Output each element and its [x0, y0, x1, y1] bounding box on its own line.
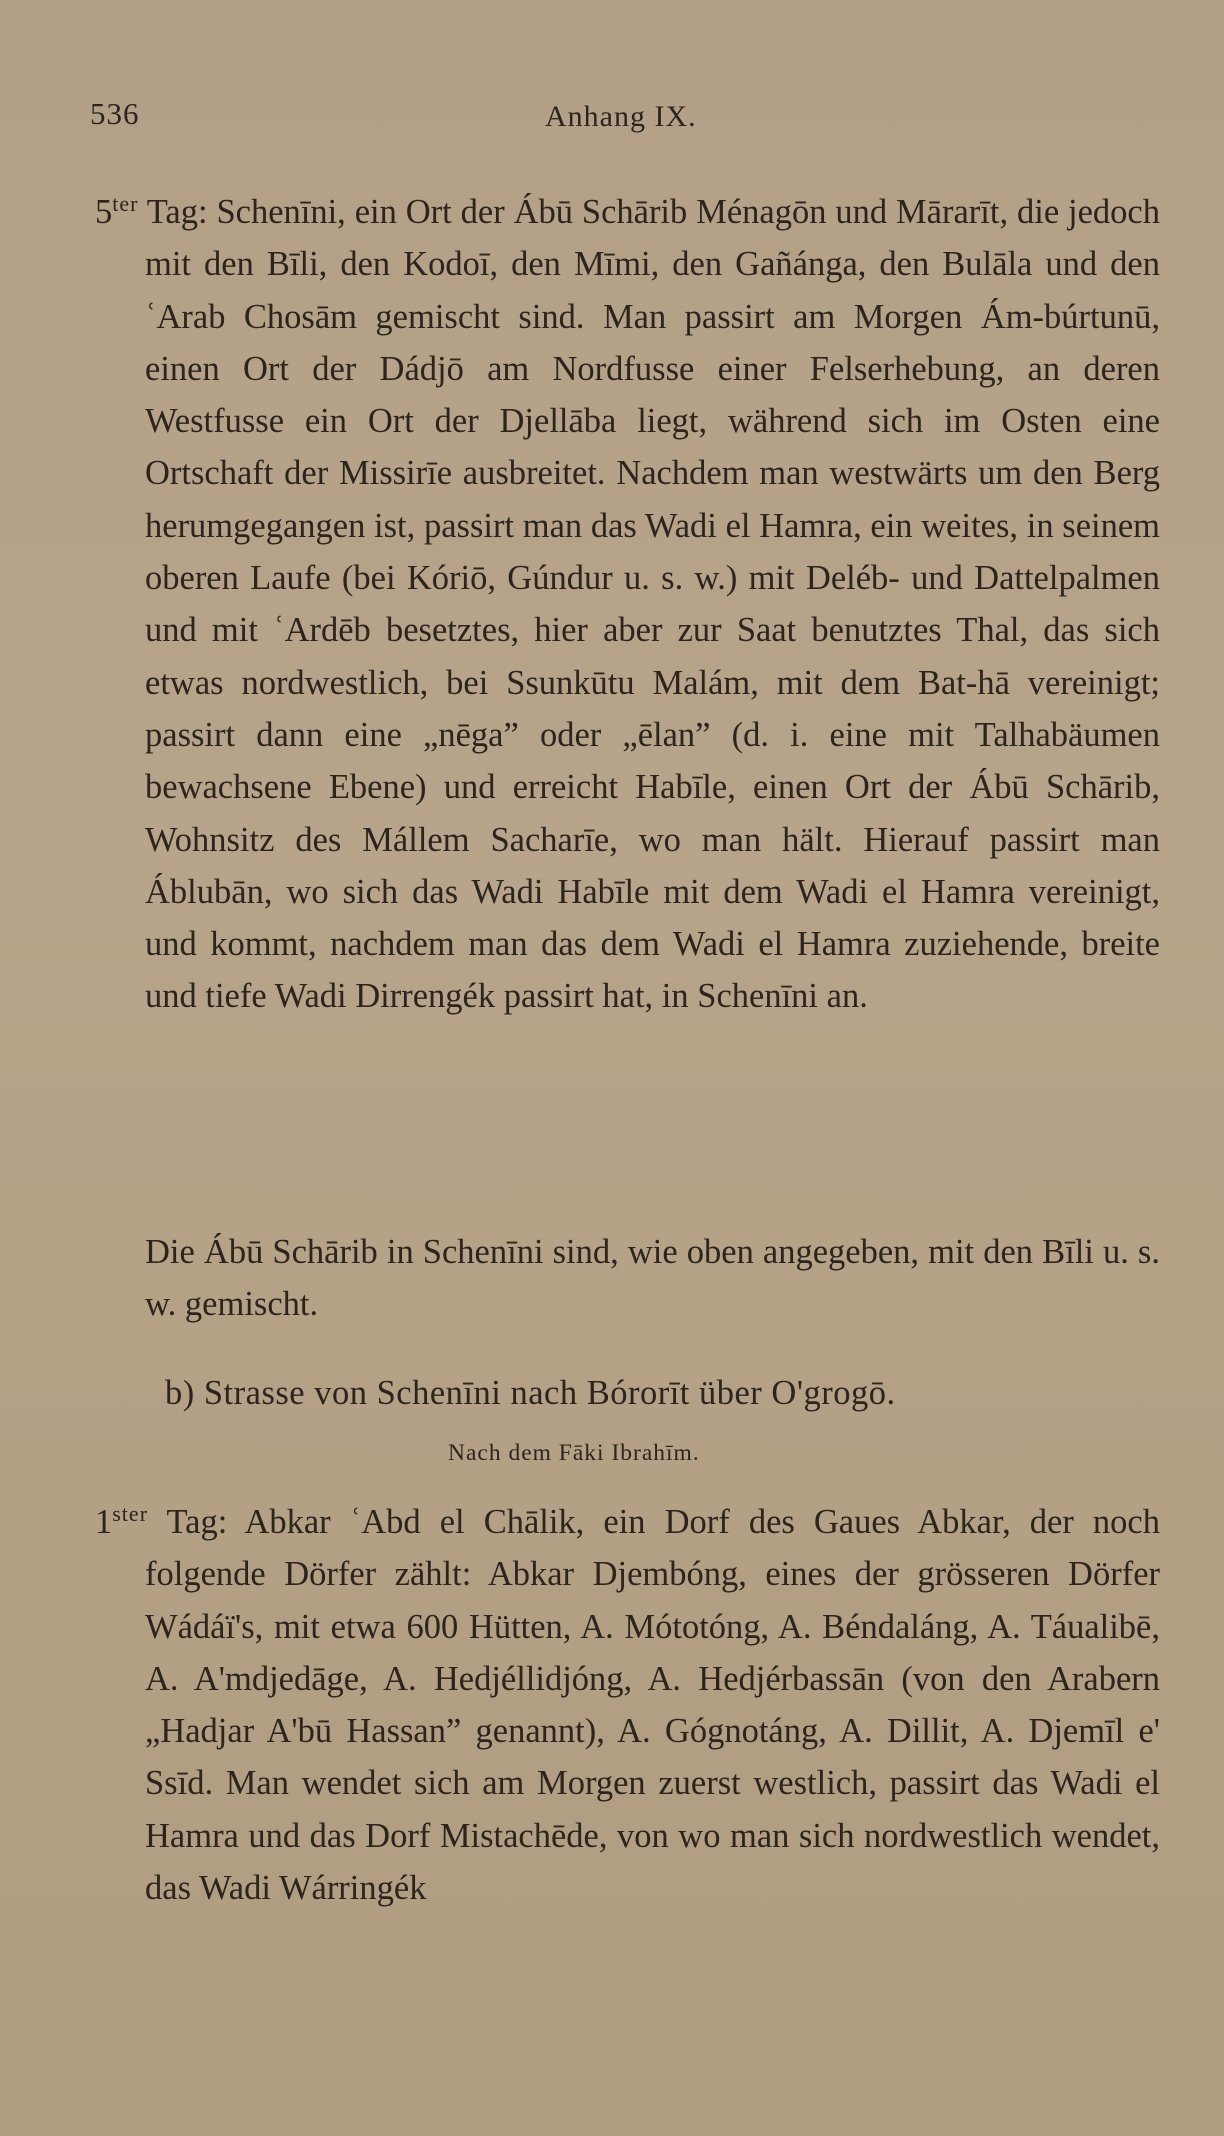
day-1-paragraph: [95, 1488, 1160, 1914]
day-5-paragraph: [95, 178, 1160, 1023]
day-1-ordinal-suffix: ster: [112, 1501, 149, 1526]
page-number: 536: [90, 96, 140, 131]
running-title: Anhang IX.: [545, 100, 697, 133]
day-5-second-paragraph-text: Die Ábū Schārib in Schenīni sind, wie oben angegeben, mit den Bīli u. s. w. gemischt.: [145, 1233, 1160, 1324]
day-1-entry: [95, 1488, 1160, 1914]
day-5-ordinal-suffix: ter: [112, 191, 139, 216]
day-5-entry: [95, 178, 1160, 1023]
day-1-ordinal-number: 1: [95, 1503, 113, 1541]
section-b-source: Nach dem Fāki Ibrahīm.: [448, 1440, 700, 1466]
day-5-ordinal-number: 5: [95, 193, 113, 231]
section-b-title: b) Strasse von Schenīni nach Bórorīt über O'grogō.: [165, 1374, 896, 1412]
day-1-text: Tag: Abkar ʿAbd el Chālik, ein Dorf des Gaues Abkar, der noch folgende Dörfer zählt: Abkar Djembóng, eines der grösseren Dörfer Wádáï's, mit etwa 600 Hütten, A. Mótotóng, A. Béndaláng, A. Táualibē, A. A'mdjedāge, A. Hedjéllidjóng, A. Hedjérbassān (von den Arabern „Hadjar A'bū Hassan” genannt), A. Gógnotáng, A. Dillit, A. Djemīl e' Ssīd. Man wendet sich am Morgen zuerst westlich, passirt das Wadi el Hamra und das Dorf Mistachēde, von wo man sich nordwestlich wendet, das Wadi Wárringék: [145, 1503, 1160, 1908]
page-header: [90, 96, 1160, 146]
day-5-text: Tag: Schenīni, ein Ort der Ábū Schārib Ménagōn und Mārarīt, die jedoch mit den Bīli, den Kodoī, den Mīmi, den Gañánga, den Bulāla und den ʿArab Chosām gemischt sind. Man passirt am Morgen Ám-búrtunū, einen Ort der Dádjō am Nordfusse einer Felserhebung, an deren Westfusse ein Ort der Djellāba liegt, während sich im Osten eine Ortschaft der Missirīe ausbreitet. Nachdem man westwärts um den Berg herumgegangen ist, passirt man das Wadi el Hamra, ein weites, in seinem oberen Laufe (bei Kóriō, Gúndur u. s. w.) mit Deléb- und Dattelpalmen und mit ʿArdēb besetztes, hier aber zur Saat benutztes Thal, das sich etwas nordwestlich, bei Ssunkūtu Malám, mit dem Bat-hā vereinigt; passirt dann eine „nēga” oder „ēlan” (d. i. eine mit Talhabäumen bewachsene Ebene) und erreicht Habīle, einen Ort der Ábū Schārib, Wohnsitz des Mállem Sacharīe, wo man hält. Hierauf passirt man Áblubān, wo sich das Wadi Habīle mit dem Wadi el Hamra vereinigt, und kommt, nachdem man das dem Wadi el Hamra zuziehende, breite und tiefe Wadi Dirrengék passirt hat, in Schenīni an.: [145, 193, 1160, 1016]
day-5-second-paragraph: [95, 1226, 1160, 1331]
